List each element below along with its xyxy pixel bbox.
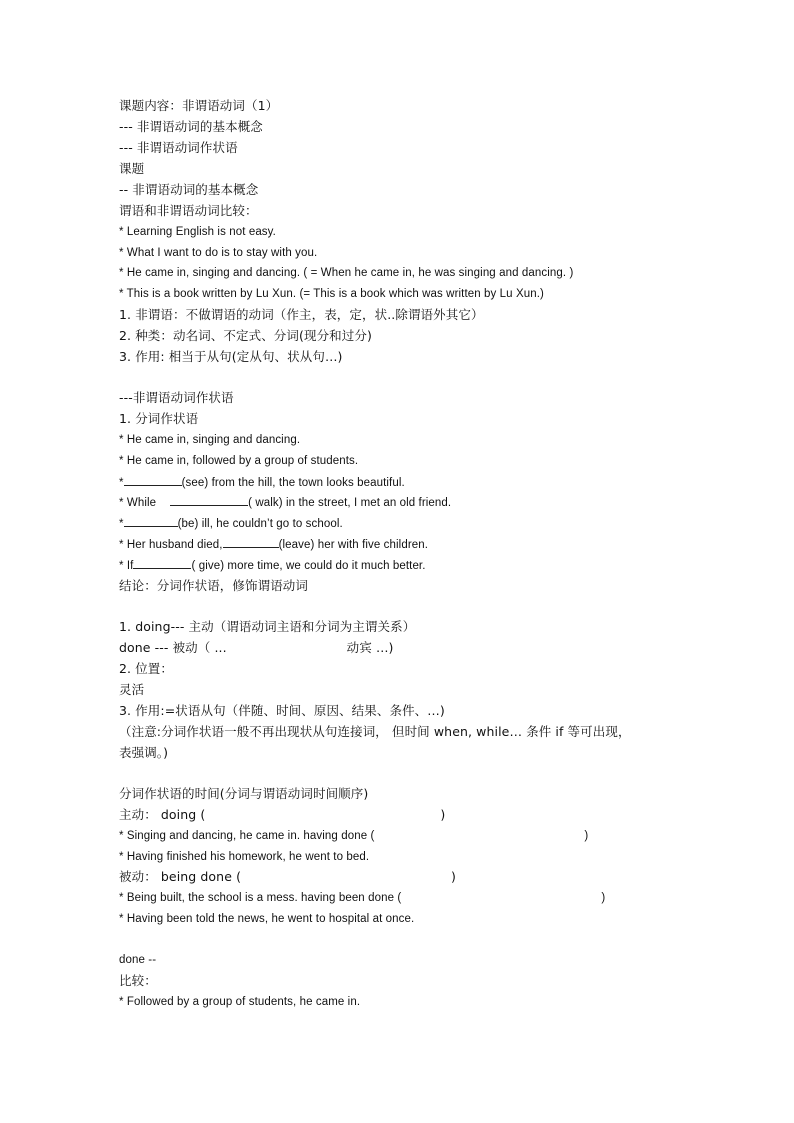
answer-blank [170, 494, 248, 506]
section-heading-tense: 分词作状语的时间(分词与谓语动词时间顺序) [119, 786, 369, 801]
section-heading-basic-concept: -- 非谓语动词的基本概念 [119, 182, 259, 197]
comparison-heading: 谓语和非谓语动词比较： [119, 203, 258, 218]
exercise-text: ( give) more time, we could do it much better. [191, 560, 426, 572]
exercise-item [119, 494, 451, 511]
answer-blank [223, 536, 279, 548]
answer-blank [133, 557, 191, 569]
example-sentence: * Having finished his homework, he went to bed. [119, 851, 370, 863]
exercise-text: (leave) her with five children. [278, 539, 429, 551]
conclusion: 结论：分词作状语，修饰谓语动词 [119, 578, 309, 593]
answer-blank [124, 474, 182, 486]
example-sentence: * What I want to do is to stay with you. [119, 247, 318, 259]
exercise-prefix: * [119, 477, 124, 489]
outline-item-adverbial: --- 非谓语动词作状语 [119, 140, 238, 155]
lesson-title: 课题内容：非谓语动词（1） [119, 98, 279, 113]
exercise-item [119, 536, 428, 553]
rule-point: 2. 位置： [119, 661, 173, 676]
rule-point: 3. 作用:=状语从句（伴随、时间、原因、结果、条件、…) [119, 703, 445, 718]
note-text: 表强调。) [119, 745, 169, 760]
tense-rule: 被动： being done ( ) [119, 869, 457, 884]
rule-point: 灵活 [119, 682, 145, 697]
tense-rule: 主动： doing ( ) [119, 807, 446, 822]
example-sentence: * Having been told the news, he went to hospital at once. [119, 913, 415, 925]
subsection-heading: 1. 分词作状语 [119, 411, 199, 426]
exercise-prefix: * Her husband died, [119, 539, 223, 551]
definition-point: 3. 作用: 相当于从句(定从句、状从句…) [119, 349, 343, 364]
exercise-text: (see) from the hill, the town looks beautiful. [181, 477, 405, 489]
example-sentence: * He came in, singing and dancing. ( = When he came in, he was singing and dancing. ) [119, 267, 574, 279]
example-sentence: * Singing and dancing, he came in. having done ( ) [119, 830, 589, 842]
tense-rule: done -- [119, 954, 157, 966]
answer-blank [124, 515, 178, 527]
exercise-text: (be) ill, he couldn’t go to school. [177, 518, 343, 530]
note-text: （注意:分词作状语一般不再出现状从句连接词， 但时间 when, while… 条件 if 等可出现， [119, 724, 631, 739]
example-sentence: * Learning English is not easy. [119, 226, 276, 238]
example-sentence: * Followed by a group of students, he came in. [119, 996, 361, 1008]
exercise-prefix: * [119, 518, 124, 530]
exercise-text: ( walk) in the street, I met an old friend. [248, 497, 452, 509]
definition-point: 1. 非谓语：不做谓语的动词（作主，表，定，状..除谓语外其它） [119, 307, 484, 322]
rule-point: 1. doing--- 主动（谓语动词主语和分词为主谓关系） [119, 619, 416, 634]
example-sentence: * He came in, singing and dancing. [119, 434, 301, 446]
example-sentence: * He came in, followed by a group of students. [119, 455, 359, 467]
outline-item-basic-concept: --- 非谓语动词的基本概念 [119, 119, 263, 134]
section-label-topic: 课题 [119, 161, 145, 176]
comparison-label: 比较： [119, 973, 157, 988]
exercise-item [119, 474, 405, 491]
exercise-prefix: * While [119, 497, 157, 509]
section-heading-adverbial: ---非谓语动词作状语 [119, 390, 234, 405]
example-sentence: * This is a book written by Lu Xun. (= This is a book which was written by Lu Xun.) [119, 288, 544, 300]
exercise-prefix: * If [119, 560, 134, 572]
rule-point: done --- 被动（ ... 动宾 …) [119, 640, 394, 655]
exercise-item [119, 557, 426, 574]
definition-point: 2. 种类：动名词、不定式、分词(现分和过分) [119, 328, 372, 343]
example-sentence: * Being built, the school is a mess. having been done ( ) [119, 892, 606, 904]
exercise-item [119, 515, 343, 532]
